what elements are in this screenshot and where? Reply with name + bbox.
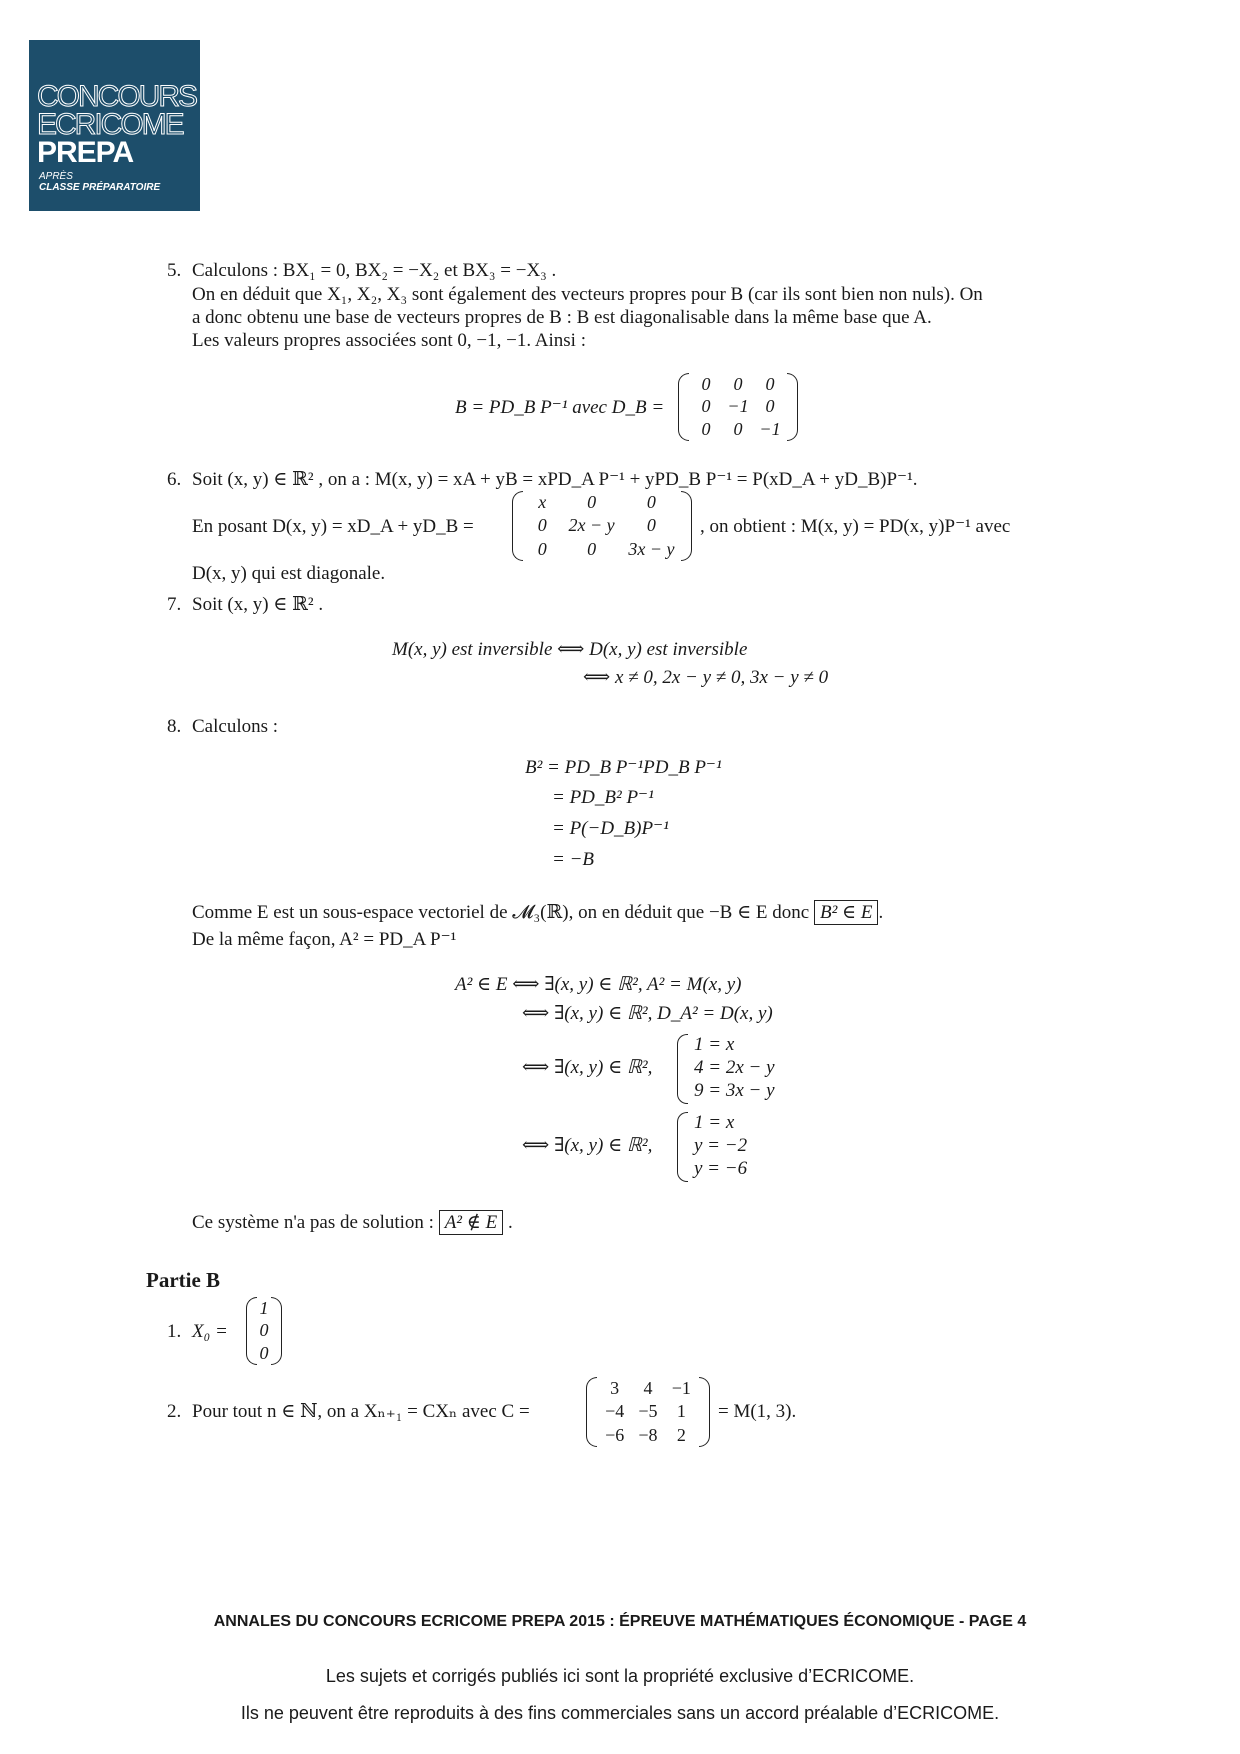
- matrix-cell: 0: [765, 373, 775, 394]
- q7-eq2: ⟺ x ≠ 0, 2x − y ≠ 0, 3x − y ≠ 0: [583, 667, 829, 688]
- matrix-cell: −6: [605, 1424, 625, 1445]
- q7-line1: Soit (x, y) ∈ ℝ² .: [192, 594, 324, 615]
- matrix-cell: 0: [701, 396, 711, 417]
- partb-q2-matrix-C: [586, 1377, 710, 1447]
- matrix-cell: 0: [537, 515, 547, 536]
- q8-sys4-case3: y = −6: [694, 1158, 748, 1179]
- partie-b-heading: Partie B: [146, 1268, 221, 1292]
- q8-line4: [192, 1212, 513, 1234]
- q8-sys3-case2: 4 = 2x − y: [694, 1057, 775, 1078]
- matrix-cell: 3x − y: [628, 538, 675, 559]
- q5-number: 5.: [167, 260, 182, 281]
- matrix-cell: 4: [643, 1378, 653, 1399]
- partb-q2-number: 2.: [167, 1401, 182, 1422]
- matrix-cell: 0: [765, 396, 775, 417]
- q8-line1: Calculons :: [192, 716, 279, 737]
- q8-line4-end: .: [507, 1212, 513, 1233]
- q8-number: 8.: [167, 716, 182, 737]
- matrix-cell: 2: [676, 1424, 686, 1445]
- q5-line4: Les valeurs propres associées sont 0, −1, −1. Ainsi :: [192, 330, 586, 351]
- q8-eq1: B² = PD_B P⁻¹PD_B P⁻¹: [525, 757, 722, 778]
- logo-line-apres: APRÈS: [39, 171, 73, 182]
- q6-number: 6.: [167, 469, 182, 490]
- q6-line1: Soit (x, y) ∈ ℝ² , on a : M(x, y) = xA + yB = xPD_A P⁻¹ + yPD_B P⁻¹ = P(xD_A + yD_B)P⁻¹.: [192, 469, 918, 490]
- q8-sys3: ⟺ ∃(x, y) ∈ ℝ²,: [522, 1057, 653, 1078]
- q8-line2-end: .: [878, 902, 884, 923]
- matrix-cell: −1: [727, 396, 749, 417]
- q8-sys2: ⟺ ∃(x, y) ∈ ℝ², D_A² = D(x, y): [522, 1003, 773, 1024]
- q6-line3: D(x, y) qui est diagonale.: [192, 563, 386, 584]
- matrix-cell: −4: [605, 1401, 625, 1422]
- matrix-cell: 3: [610, 1378, 620, 1399]
- q8-eq2: = PD_B² P⁻¹: [552, 787, 654, 808]
- matrix-cell: −8: [638, 1424, 658, 1445]
- q7-eq1: M(x, y) est inversible ⟺ D(x, y) est inversible: [392, 639, 748, 660]
- footer-copyright-line1: Les sujets et corrigés publiés ici sont la propriété exclusive d’ECRICOME.: [325, 1666, 915, 1686]
- partb-q1-number: 1.: [167, 1321, 182, 1342]
- matrix-cell: 0: [733, 419, 743, 440]
- logo-line-prepa: PREPA: [37, 136, 134, 169]
- logo-line-concours: CONCOURS: [37, 80, 197, 113]
- matrix-cell: 1: [676, 1401, 686, 1422]
- q8-line2: [192, 902, 883, 924]
- q8-result-box-a2: A² ∉ E: [439, 1210, 503, 1235]
- partb-q2-eq-b: = M(1, 3).: [718, 1401, 797, 1422]
- q5-line1: Calculons : BX₁ = 0, BX₂ = −X₂ et BX₃ = −X₃ .: [192, 260, 557, 281]
- matrix-cell: 0: [537, 538, 547, 559]
- q8-sys3-case1: 1 = x: [694, 1034, 735, 1055]
- matrix-cell: 0: [587, 538, 597, 559]
- brace-icon: [677, 1112, 688, 1182]
- q8-eq3: = P(−D_B)P⁻¹: [552, 818, 669, 839]
- q8-eq4: = −B: [552, 849, 594, 870]
- matrix-cell: 0: [259, 1320, 269, 1341]
- logo-line-ecricome: ECRICOME: [37, 108, 183, 141]
- q8-sys3-case3: 9 = 3x − y: [694, 1080, 775, 1101]
- q7-number: 7.: [167, 594, 182, 615]
- footer-copyright-line2: Ils ne peuvent être reproduits à des fins commerciales sans un accord préalable d’ECRICOME.: [240, 1703, 1000, 1723]
- footer-title: ANNALES DU CONCOURS ECRICOME PREPA 2015 : ÉPREUVE MATHÉMATIQUES ÉCONOMIQUE - PAGE 4: [213, 1613, 1027, 1630]
- matrix-cell: 1: [259, 1297, 269, 1318]
- q5-matrix-DB: [678, 373, 798, 441]
- matrix-cell: 0: [701, 419, 711, 440]
- matrix-cell: 2x − y: [568, 515, 615, 536]
- matrix-cell: 0: [733, 373, 743, 394]
- matrix-cell: 0: [259, 1343, 269, 1364]
- q8-line3: De la même façon, A² = PD_A P⁻¹: [192, 929, 457, 950]
- q8-sys4-case1: 1 = x: [694, 1112, 735, 1133]
- matrix-cell: −1: [671, 1378, 691, 1399]
- brace-icon: [677, 1034, 688, 1104]
- q8-result-box-b2: B² ∈ E: [814, 900, 878, 925]
- q8-line4-text: Ce système n'a pas de solution :: [192, 1212, 434, 1233]
- matrix-cell: −1: [759, 419, 781, 440]
- partb-q1-vector-X0: [246, 1297, 282, 1365]
- q6-matrix-D: [512, 491, 692, 561]
- q6-line2a: En posant D(x, y) = xD_A + yD_B =: [192, 516, 474, 537]
- q8-sys4: ⟺ ∃(x, y) ∈ ℝ²,: [522, 1135, 653, 1156]
- q8-sys4-case2: y = −2: [694, 1135, 748, 1156]
- partb-q2-eq-a: Pour tout n ∈ ℕ, on a Xₙ₊₁ = CXₙ avec C =: [192, 1401, 530, 1422]
- q5-line2: On en déduit que X₁, X₂, X₃ sont également des vecteurs propres pour B (car ils sont bien non nuls). On: [192, 284, 983, 305]
- matrix-cell: 0: [587, 492, 597, 513]
- matrix-cell: 0: [646, 515, 656, 536]
- logo-line-classe: CLASSE PRÉPARATOIRE: [39, 182, 161, 193]
- q5-equation: B = PD_B P⁻¹ avec D_B =: [455, 397, 665, 418]
- q5-line3: a donc obtenu une base de vecteurs propres de B : B est diagonalisable dans la même base que A.: [192, 307, 932, 328]
- q6-line2b: , on obtient : M(x, y) = PD(x, y)P⁻¹ avec: [700, 516, 1011, 537]
- matrix-cell: 0: [646, 492, 656, 513]
- partb-q1-eq: X₀ =: [192, 1321, 228, 1342]
- matrix-cell: −5: [638, 1401, 658, 1422]
- matrix-cell: 0: [701, 373, 711, 394]
- q8-line2-text: Comme E est un sous-espace vectoriel de 𝓜₃(ℝ), on en déduit que −B ∈ E donc: [192, 902, 810, 923]
- q8-sys1: A² ∈ E ⟺ ∃(x, y) ∈ ℝ², A² = M(x, y): [455, 974, 742, 995]
- ecricome-logo: [29, 40, 200, 211]
- matrix-cell: x: [538, 492, 547, 513]
